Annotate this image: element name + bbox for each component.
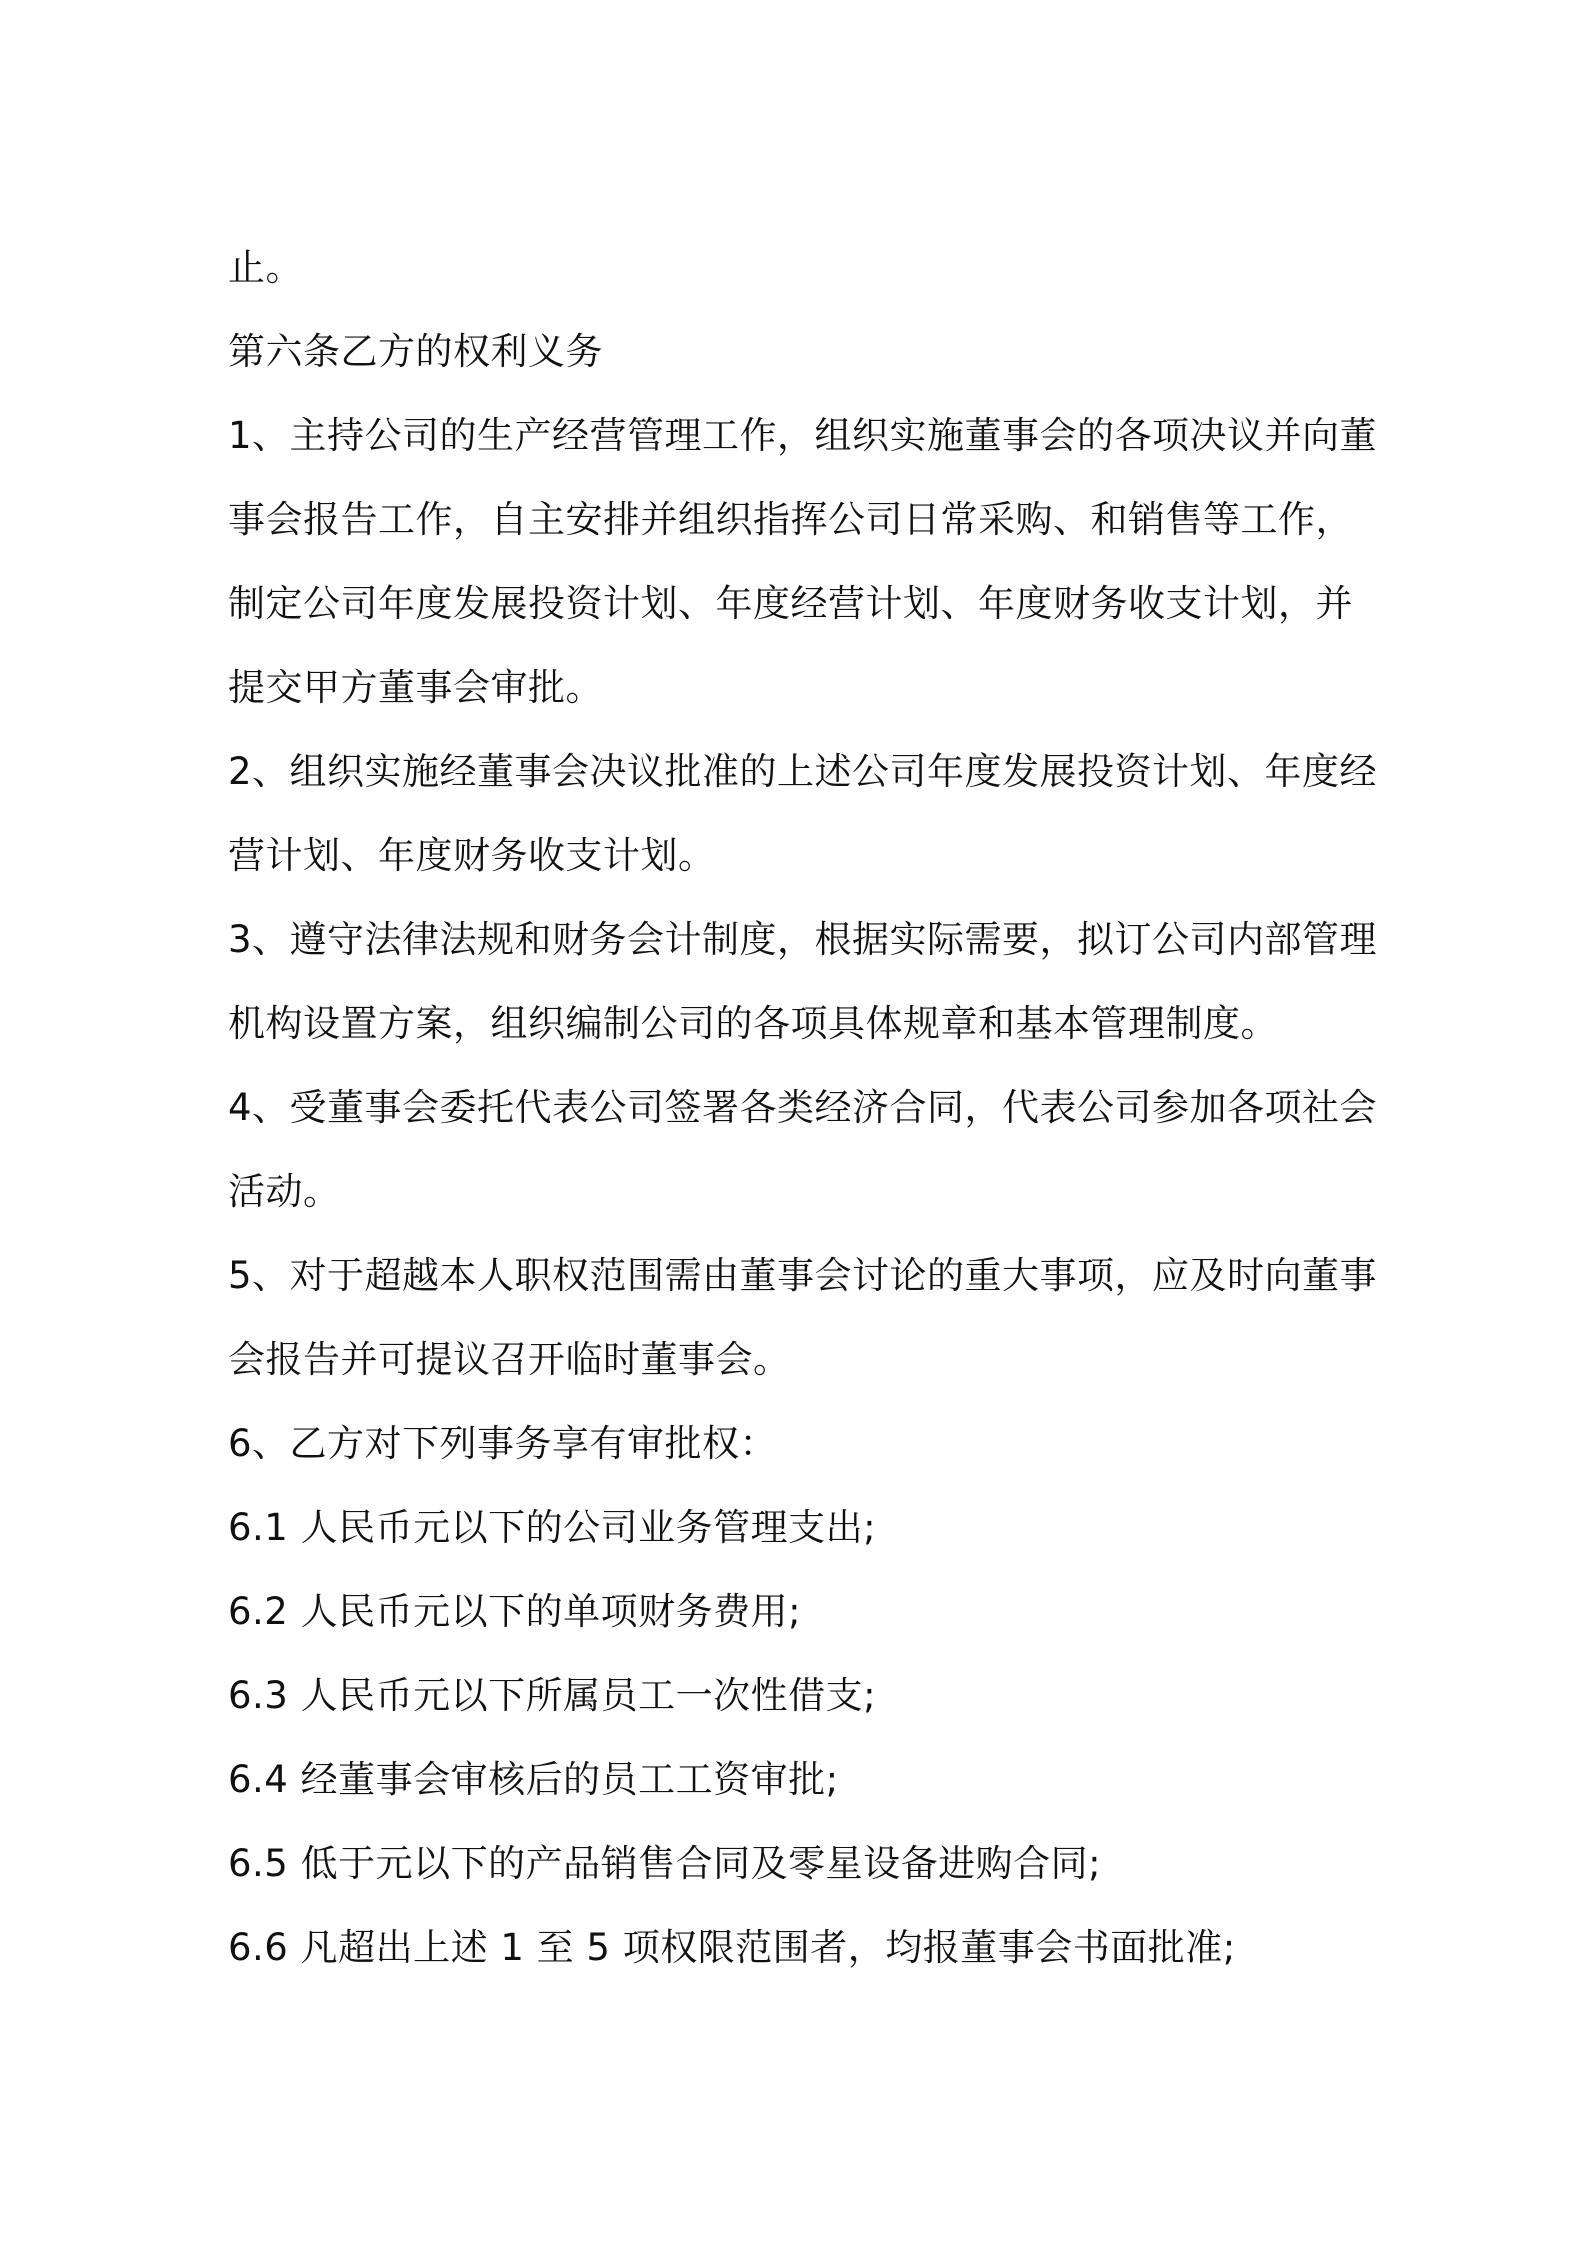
sub-clause-6-5: 6.5 低于元以下的产品销售合同及零星设备进购合同; xyxy=(228,1842,1102,1885)
sub-clause-6-6: 6.6 凡超出上述 1 至 5 项权限范围者，均报董事会书面批准; xyxy=(228,1926,1236,1969)
sub-clause-6-4: 6.4 经董事会审核后的员工工资审批; xyxy=(228,1758,839,1801)
paragraph-continuation: 止。 xyxy=(228,246,303,289)
clause-1: 1、主持公司的生产经营管理工作，组织实施董事会的各项决议并向董事会报告工作，自主安排并组织指挥公司日常采购、和销售等工作，制定公司年度发展投资计划、年度经营计划、年度财务收支计划，并提交甲方董事会审批。 xyxy=(228,414,1378,709)
article-heading: 第六条乙方的权利义务 xyxy=(228,330,603,373)
clause-6: 6、乙方对下列事务享有审批权： xyxy=(228,1422,778,1465)
sub-clause-6-2: 6.2 人民币元以下的单项财务费用; xyxy=(228,1590,802,1633)
clause-5: 5、对于超越本人职权范围需由董事会讨论的重大事项，应及时向董事会报告并可提议召开临时董事会。 xyxy=(228,1254,1378,1381)
clause-4: 4、受董事会委托代表公司签署各类经济合同，代表公司参加各项社会活动。 xyxy=(228,1086,1378,1213)
sub-clause-6-3: 6.3 人民币元以下所属员工一次性借支; xyxy=(228,1674,877,1717)
clause-3: 3、遵守法律法规和财务会计制度，根据实际需要，拟订公司内部管理机构设置方案，组织编制公司的各项具体规章和基本管理制度。 xyxy=(228,918,1378,1045)
sub-clause-6-1: 6.1 人民币元以下的公司业务管理支出; xyxy=(228,1506,877,1549)
document-body xyxy=(228,226,1378,1990)
clause-2: 2、组织实施经董事会决议批准的上述公司年度发展投资计划、年度经营计划、年度财务收支计划。 xyxy=(228,750,1378,877)
